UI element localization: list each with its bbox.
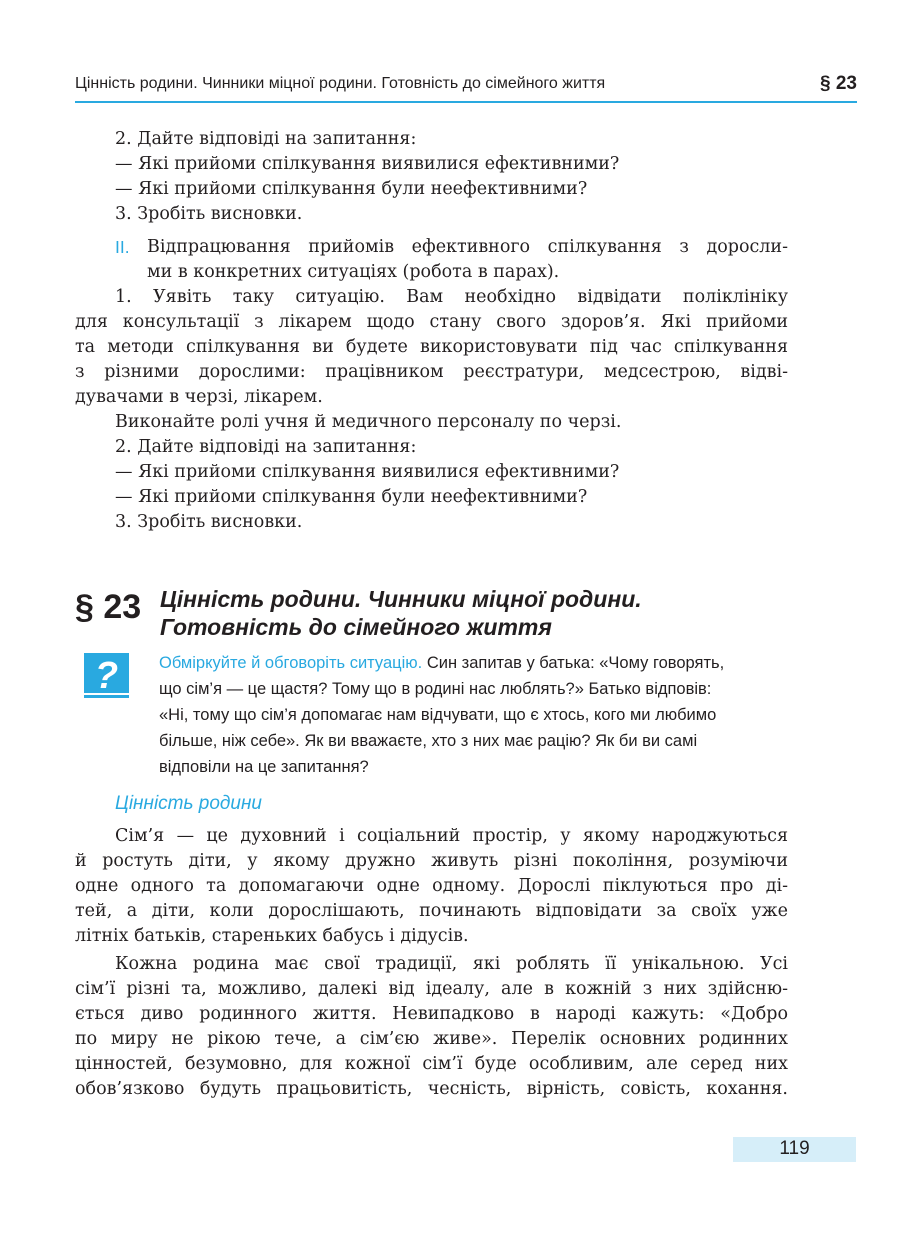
exercise-line: — Які прийоми спілкування виявилися ефективними? (115, 154, 620, 174)
paragraph-line: обов’язково будуть працьовитість, чесність, вірність, совість, кохання. (75, 1079, 788, 1099)
task-ii-text: Відпрацювання прийомів ефективного спілкування з доросли- (147, 237, 788, 257)
situation-line: дувачами в черзі, лікарем. (75, 387, 323, 407)
situation-line: 1. Уявіть таку ситуацію. Вам необхідно відвідати поліклініку (115, 287, 788, 307)
situation-line: з різними дорослими: працівником реєстратури, медсестрою, відві- (75, 362, 788, 382)
question-mark-icon (83, 653, 130, 699)
question-prompt: Обміркуйте й обговоріть ситуацію. (159, 654, 423, 672)
running-header (75, 73, 857, 103)
paragraph-line: Кожна родина має свої традиції, які роблять її унікальною. Усі (115, 954, 788, 974)
exercise-line: 3. Зробіть висновки. (115, 512, 303, 532)
section-number: § 23 (75, 588, 142, 626)
task-ii-numeral: II. (115, 237, 130, 257)
situation-line: для консультації з лікарем щодо стану свого здоров’я. Які прийоми (75, 312, 788, 332)
exercise-line: — Які прийоми спілкування виявилися ефективними? (115, 462, 620, 482)
roles-line: Виконайте ролі учня й медичного персоналу по черзі. (115, 412, 622, 432)
section-title-line-2: Готовність до сімейного життя (160, 614, 552, 640)
situation-line: та методи спілкування ви будете використовувати під час спілкування (75, 337, 788, 357)
section-title-line-1: Цінність родини. Чинники міцної родини. (160, 586, 642, 612)
page-number-box (733, 1137, 856, 1162)
running-header-section: § 23 (820, 73, 857, 94)
header-rule (75, 101, 857, 103)
question-line: відповіли на це запитання? (159, 758, 369, 776)
paragraph-line: літніх батьків, стареньких бабусь і дідусів. (75, 926, 469, 946)
paragraph-line: тей, а діти, коли дорослішають, починають відповідати за своїх уже (75, 901, 788, 921)
subheading: Цінність родини (115, 793, 262, 814)
running-header-title: Цінність родини. Чинники міцної родини. Готовність до сімейного життя (75, 75, 606, 92)
question-line: більше, ніж себе». Як ви вважаєте, хто з них має рацію? Як би ви самі (159, 732, 698, 750)
question-line (159, 654, 789, 673)
task-ii-line-2: ми в конкретних ситуаціях (робота в парах). (147, 262, 560, 282)
exercise-line: 2. Дайте відповіді на запитання: (115, 437, 417, 457)
question-text: Син запитав у батька: «Чому говорять, (422, 654, 725, 672)
task-ii-line-1 (115, 237, 788, 258)
paragraph-line: Сім’я — це духовний і соціальний простір, у якому народжуються (115, 826, 788, 846)
paragraph-line: сім’ї різні та, можливо, далекі від ідеалу, але в кожній з них здійсню- (75, 979, 788, 999)
question-line: що сім’я — це щастя? Тому що в родині нас люблять?» Батько відповів: (159, 680, 712, 698)
paragraph-line: цінностей, безумовно, для кожної сім’ї буде особливим, але серед них (75, 1054, 788, 1074)
exercise-line: — Які прийоми спілкування були неефективними? (115, 179, 588, 199)
question-line: «Ні, тому що сім’я допомагає нам відчувати, що є хтось, кого ми любимо (159, 706, 717, 724)
page-number: 119 (779, 1138, 810, 1159)
paragraph-line: й ростуть діти, у якому дружно живуть різні покоління, розуміючи (75, 851, 788, 871)
paragraph-line: одне одного та допомагаючи одне одному. Дорослі піклуються про ді- (75, 876, 788, 896)
svg-text:?: ? (94, 655, 119, 697)
exercise-line: 3. Зробіть висновки. (115, 204, 303, 224)
exercise-line: — Які прийоми спілкування були неефективними? (115, 487, 588, 507)
exercise-line: 2. Дайте відповіді на запитання: (115, 129, 417, 149)
paragraph-line: ється диво родинного життя. Невипадково в народі кажуть: «Добро (75, 1004, 788, 1024)
paragraph-line: по миру не рікою тече, а сім’єю живе». Перелік основних родинних (75, 1029, 788, 1049)
